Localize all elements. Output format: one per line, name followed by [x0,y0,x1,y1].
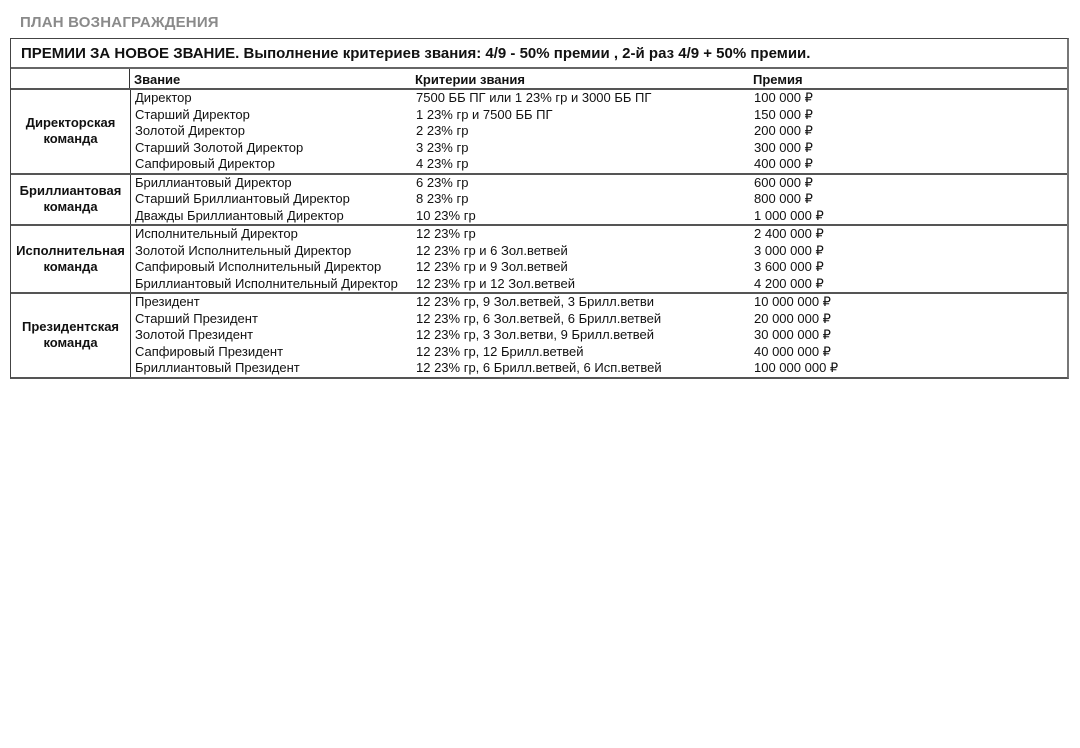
rank-cell: Старший Президент [135,310,258,326]
plan-title: ПЛАН ВОЗНАГРАЖДЕНИЯ [20,14,219,31]
team-group [11,175,1067,227]
rank-cell: Старший Золотой Директор [135,139,304,155]
table-body [11,90,1067,377]
table-row [131,156,1067,173]
criteria-cell: 12 23% гр, 6 Зол.ветвей, 6 Брилл.ветвей [416,310,662,326]
prize-cell: 20 000 000 ₽ [754,310,831,326]
prize-cell: 800 000 ₽ [754,191,813,206]
rank-cell: Сапфировый Исполнительный Директор [135,259,382,274]
rank-cell: Старший Бриллиантовый Директор [135,191,350,206]
table-row [131,208,1067,225]
table-row [131,344,1067,361]
criteria-cell: 7500 ББ ПГ или 1 23% гр и 3000 ББ ПГ [416,90,652,105]
team-group [11,294,1067,377]
criteria-cell: 12 23% гр и 9 Зол.ветвей [416,259,568,274]
prize-cell: 3 000 000 ₽ [754,242,824,258]
criteria-cell: 12 23% гр и 12 Зол.ветвей [416,275,575,291]
table-row [131,276,1067,293]
criteria-cell: 6 23% гр [416,174,469,190]
criteria-cell: 12 23% гр, 12 Брилл.ветвей [416,343,584,359]
rank-cell: Бриллиантовый Директор [135,174,292,190]
bonus-table [10,38,1069,379]
criteria-cell: 12 23% гр, 3 Зол.ветви, 9 Брилл.ветвей [416,327,655,342]
prize-cell: 4 200 000 ₽ [754,275,824,291]
criteria-cell: 10 23% гр [416,207,476,223]
team-name: Бриллиантовая команда [11,175,131,225]
table-row [131,90,1067,107]
team-name: Исполнительная команда [11,226,131,292]
column-header-rank: Звание [134,72,181,87]
rank-cell: Директор [135,90,192,105]
table-row [131,360,1067,377]
criteria-cell: 12 23% гр и 6 Зол.ветвей [416,242,568,258]
prize-cell: 200 000 ₽ [754,123,813,138]
table-row [131,107,1067,124]
prize-cell: 600 000 ₽ [754,174,813,190]
rank-cell: Старший Директор [135,106,250,122]
criteria-cell: 12 23% гр [416,226,476,241]
criteria-cell: 1 23% гр и 7500 ББ ПГ [416,106,553,122]
rank-cell: Золотой Директор [135,123,246,138]
team-group [11,226,1067,294]
column-header-row [11,69,1067,90]
prize-cell: 100 000 ₽ [754,90,813,105]
rank-cell: Исполнительный Директор [135,226,298,241]
prize-cell: 400 000 ₽ [754,156,813,171]
prize-cell: 10 000 000 ₽ [754,294,831,309]
rank-cell: Золотой Исполнительный Директор [135,242,352,258]
column-header-team [11,69,130,88]
rank-cell: Бриллиантовый Президент [135,360,300,375]
prize-cell: 150 000 ₽ [754,106,813,122]
table-row [131,191,1067,208]
prize-cell: 1 000 000 ₽ [754,207,824,223]
team-group [11,90,1067,175]
table-row [131,175,1067,192]
prize-cell: 2 400 000 ₽ [754,226,824,241]
table-row [131,294,1067,311]
prize-cell: 100 000 000 ₽ [754,360,839,375]
rank-cell: Бриллиантовый Исполнительный Директор [135,275,398,291]
team-name: Директорская команда [11,90,131,173]
table-row [131,140,1067,157]
rank-cell: Сапфировый Директор [135,156,275,171]
criteria-cell: 2 23% гр [416,123,469,138]
criteria-cell: 4 23% гр [416,156,469,171]
table-row [131,123,1067,140]
criteria-cell: 3 23% гр [416,139,469,155]
criteria-cell: 12 23% гр, 9 Зол.ветвей, 3 Брилл.ветви [416,294,655,309]
team-name: Президентская команда [11,294,131,377]
table-row [131,259,1067,276]
table-row [131,311,1067,328]
table-row [131,226,1067,243]
prize-cell: 40 000 000 ₽ [754,343,831,359]
rank-cell: Золотой Президент [135,327,254,342]
prize-cell: 3 600 000 ₽ [754,259,824,274]
rank-cell: Дважды Бриллиантовый Директор [135,207,344,223]
criteria-cell: 12 23% гр, 6 Брилл.ветвей, 6 Исп.ветвей [416,360,662,375]
rank-cell: Сапфировый Президент [135,343,284,359]
column-header-criteria: Критерии звания [415,72,525,87]
column-header-prize: Премия [753,72,803,87]
table-row [131,327,1067,344]
table-row [131,243,1067,260]
table-title: ПРЕМИИ ЗА НОВОЕ ЗВАНИЕ. Выполнение критериев звания: 4/9 - 50% премии , 2-й раз 4/9 + 50% премии. [11,39,1067,69]
prize-cell: 300 000 ₽ [754,139,813,155]
rank-cell: Президент [135,294,200,309]
prize-cell: 30 000 000 ₽ [754,327,831,342]
criteria-cell: 8 23% гр [416,191,469,206]
